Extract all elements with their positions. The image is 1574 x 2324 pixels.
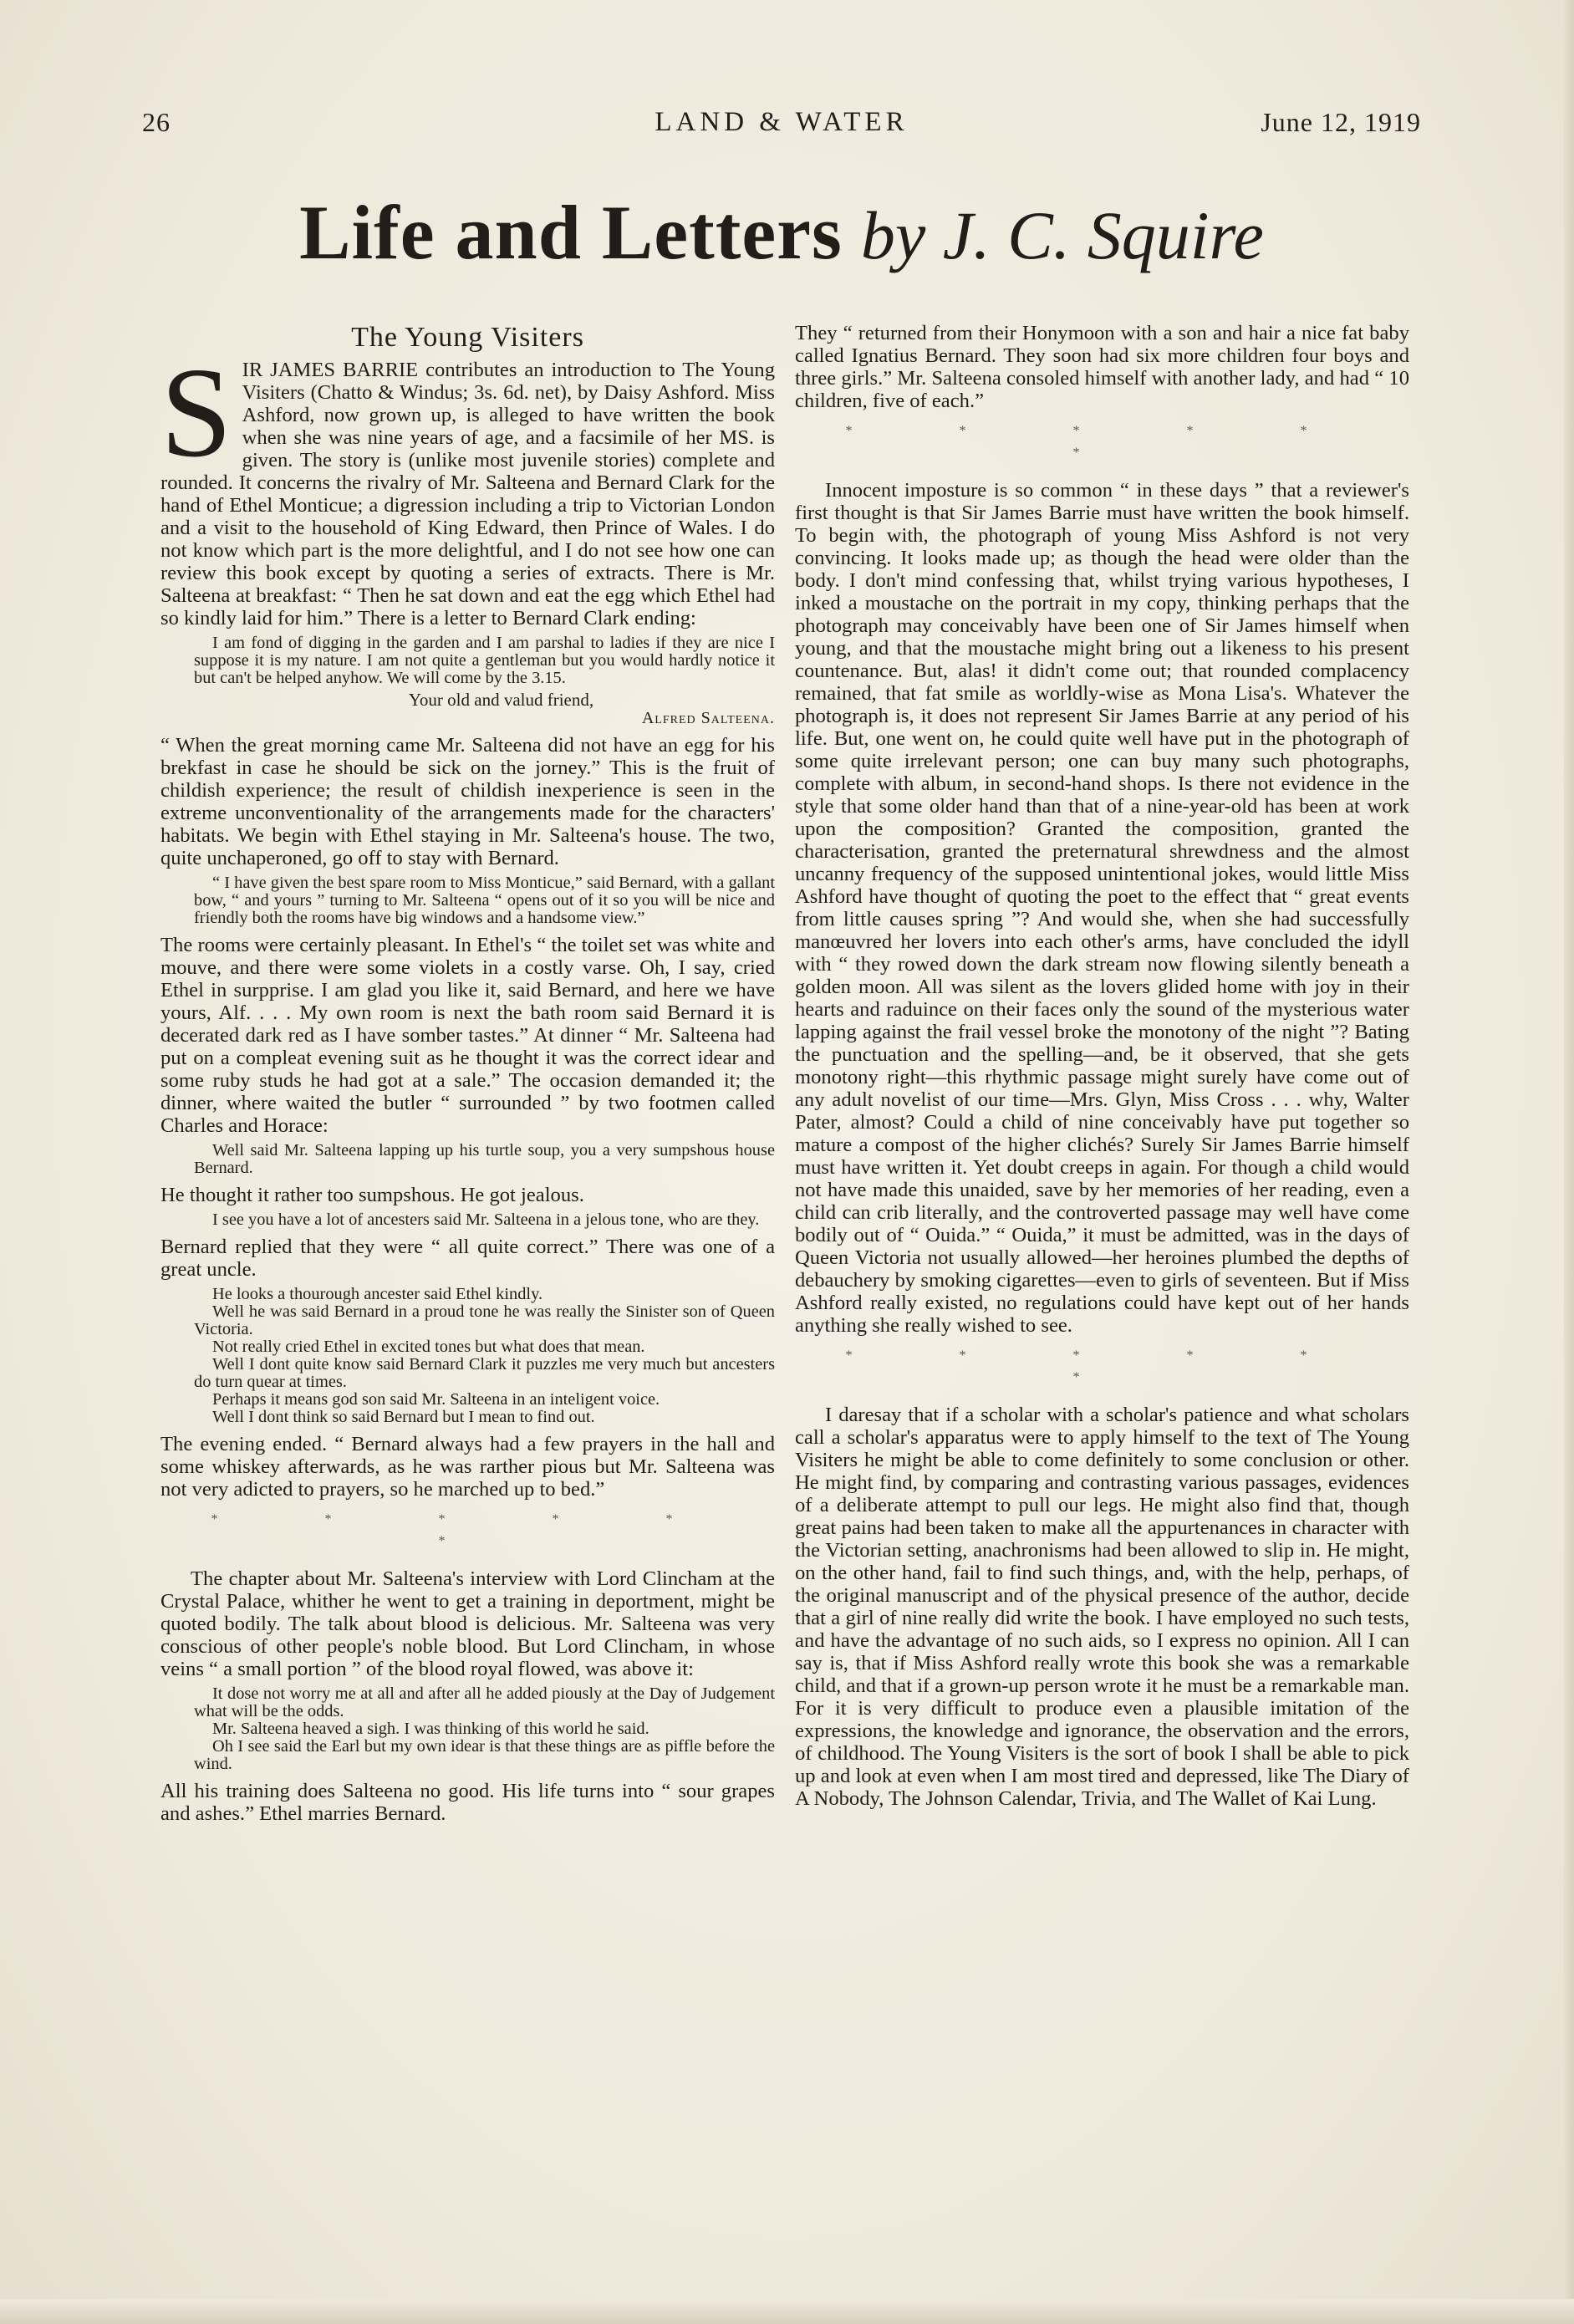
paragraph: Innocent imposture is so common “ in these days ” that a reviewer's first thought is that Sir James Barrie must have written the book himself. To begin with, the photograph of young Miss Ashford is not very convincing. It looks made up; as though the head were older than the body. I don't mind confessing that, whilst trying various hypotheses, I inked a moustache on the portrait in my copy, thinking perhaps that the photograph may conceivably have been one of Sir James himself when young, and that the moustache might bring out a likeness to his present countenance. But, alas! it didn't come out; that rounded complacency remained, that fat smile as worldly-wise as Mona Lisa's. Whatever the photograph is, it does not represent Sir James Barrie at any period of his life. But, one went on, he could quite well have put in the photograph of some quite irrelevant person; one can buy many such photographs, complete with album, in second-hand shops. Is there not evidence in the style that some older hand than that of a nine-year-old has been at work upon the composition? Granted the composition, granted the characterisation, granted the preternatural shrewdness and the almost uncanny frequency of the supposed unintentional jokes, would little Miss Ashford have thought of quoting the poet to the effect that “ great events from little causes spring ”? And would she, when she had successfully manœuvred her lovers into each other's arms, have concluded the idyll with “ they rowed down the dark stream now flowing silently beneath a golden moon. All was silent as the lovers glided home with joy in their hearts and raduince on their faces only the sound of the mysterious water lapping against the frail vessel broke the monotony of the night ”? Bating the punctuation and the spelling—and, be it observed, that she gets monotony right—this rhythmic passage might surely have come out of any adult novelist of our time—Mrs. Glyn, Miss Cross . . . why, Walter Pater, almost? Could a child of nine conceivably have put together so mature a compost of the higher clichés? Surely Sir James Barrie himself must have written it. Yet doubt creeps in again. For though a child would not have made this unaided, save by her memories of her reading, even a child can crib literally, and the controverted passage may well have come bodily out of “ Ouida.” “ Ouida,” it must be admitted, was in the days of Queen Victoria not usually allowed—her heroines plumbed the depths of debauchery by smoking cigarettes—even to girls of seventeen. But if Miss Ashford really existed, no regulations could have kept out of her hands anything she really wished to see. (795, 479, 1409, 1337)
paragraph: He thought it rather too sumpshous. He got jealous. (160, 1184, 584, 1206)
headline-title: Life and Letters (299, 190, 843, 275)
quote-line: Well I dont think so said Bernard but I mean to find out. (212, 1408, 595, 1426)
left-column (160, 322, 775, 1827)
page-number: 26 (142, 107, 171, 137)
paragraph: The rooms were certainly pleasant. In Ethel's “ the toilet set was white and mouve, and there were some violets in a costly varse. Oh, I say, cried Ethel in surpprise. I am glad you like it, said Bernard, and here we have yours, Alf. . . . My own room is next the bath room said Bernard it is decerated dark red as I have somber tastes.” At dinner “ Mr. Salteena had put on a compleat evening suit as he thought it was the correct idear and some ruby studs he had got at a sale.” The occasion demanded it; the dinner, where waited the butler “ surrounded ” by two footmen called Charles and Horace: (160, 934, 775, 1137)
headline-byline: by J. C. Squire (860, 197, 1264, 273)
quote-line: It dose not worry me at all and after all he added piously at the Day of Judgement what will be the odds. (194, 1684, 775, 1720)
issue-date: June 12, 1919 (1261, 107, 1421, 137)
paragraph: Bernard replied that they were “ all quite correct.” There was one of a great uncle. (160, 1236, 775, 1281)
paragraph: They “ returned from their Honymoon with a son and hair a nice fat baby called Ignatius Bernard. They soon had six more children four boys and three girls.” Mr. Salteena consoled himself with another lady, and had “ 10 children, five of each.” (795, 322, 1409, 412)
quote-line: Perhaps it means god son said Mr. Salteena in an inteligent voice. (212, 1390, 660, 1409)
paragraph: I daresay that if a scholar with a scholar's patience and what scholars call a scholar's apparatus were to apply himself to the text of The Young Visiters he might be able to come definitely to some conclusion or other. He might find, by comparing and contrasting various passages, evidences of a deliberate attempt to pull our legs. He might also find that, though great pains had been taken to make all the appurtenances in character with the Victorian setting, anachronisms had been allowed to slip in. He might, on the other hand, fail to find such things, and, with the help, perhaps, of the original manuscript and of the physical presence of the author, decide that a girl of nine really did write the book. I have employed no such tests, and have the advantage of no such aids, so I express no opinion. All I can say is, that if Miss Ashford really wrote this book she was a remarkable child, and that if a grown-up person wrote it he must be a remarkable man. For it is very difficult to produce even a plausible imitation of the expressions, the knowledge and ignorance, the observation and the errors, of childhood. The Young Visiters is the sort of book I shall be able to pick up and look at even when I am most tired and depressed, like The Diary of A Nobody, The Johnson Calendar, Trivia, and The Wallet of Kai Lung. (795, 1404, 1409, 1810)
paragraph: The chapter about Mr. Salteena's interview with Lord Clincham at the Crystal Palace, whither he went to get a training in deportment, might be quoted bodily. The talk about blood is delicious. Mr. Salteena was very conscious of other people's noble blood. But Lord Clincham, in whose veins “ a small portion ” of the blood royal flowed, was above it: (160, 1567, 775, 1680)
page-edge-shadow (1564, 0, 1574, 2324)
block-quote (160, 874, 775, 927)
paragraph-text: IR JAMES BARRIE contributes an introduction to The Young Visiters (Chatto & Windus; 3s. 6d. net), by Daisy Ashford. Miss Ashford, now grown up, is alleged to have written the book when she was nine years of age, and a facsimile of her MS. is given. The story is (unlike most juvenile stories) complete and rounded. It concerns the rivalry of Mr. Salteena and Bernard Clark for the hand of Ethel Monticue; a digression including a trip to Victorian London and a visit to the household of King Edward, then Prince of Wales. I do not know which part is the more delightful, and I do not see how one can review this book except by quoting a series of extracts. There is Mr. Salteena at breakfast: “ Then he sat down and eat the egg which Ethel had so kindly laid for him.” There is a letter to Bernard Clark ending: (160, 359, 775, 629)
block-quote (160, 1685, 775, 1773)
section-title: The Young Visiters (351, 322, 584, 353)
quote-text: I am fond of digging in the garden and I am parshal to ladies if they are nice I suppose it is my nature. I am not quite a gentleman but you would hardly notice it but can't be helped anyhow. We will come by the 3.15. (194, 634, 775, 687)
quote-line: Not really cried Ethel in excited tones but what does that mean. (212, 1338, 645, 1356)
quote-line: Well he was said Bernard in a proud tone he was really the Sinister son of Queen Victoria. (194, 1302, 775, 1338)
running-head (142, 107, 1421, 140)
paragraph (160, 342, 775, 629)
section-break: * * * * * * (845, 424, 1359, 460)
quote-line: He looks a thourough ancester said Ethel kindly. (212, 1285, 543, 1303)
letter-signature: Alfred Salteena. (641, 709, 775, 727)
quote-text: “ I have given the best spare room to Miss Monticue,” said Bernard, with a gallant bow, “ and yours ” turning to Mr. Salteena “ opens out of it so you will be nice and friendly both the rooms have big windows and a handsome view.” (194, 874, 775, 927)
quote-line: Well I dont quite know said Bernard Clark it puzzles me very much but ancesters do turn quear at times. (194, 1355, 775, 1391)
magazine-title: LAND & WATER (655, 107, 909, 137)
page-bottom-shadow (0, 2299, 1574, 2324)
block-quote (160, 1286, 775, 1426)
drop-cap: S (160, 342, 232, 484)
quote-line: Oh I see said the Earl but my own idear is that these things are as piffle before the wind. (194, 1737, 775, 1773)
block-quote (160, 1142, 775, 1177)
letter-closing: Your old and valud friend, (408, 690, 594, 710)
paragraph: All his training does Salteena no good. His life turns into “ sour grapes and ashes.” Ethel marries Bernard. (160, 1780, 775, 1825)
block-quote (160, 1211, 775, 1229)
paragraph: The evening ended. “ Bernard always had a few prayers in the hall and some whiskey afterwards, as he was rarther pious but Mr. Salteena was not very adicted to prayers, so he marched up to bed.” (160, 1433, 775, 1501)
article-headline (142, 188, 1421, 277)
section-break: * * * * * * (211, 1512, 725, 1548)
quote-text: Well said Mr. Salteena lapping up his turtle soup, you a very sumpshous house Bernard. (194, 1141, 775, 1177)
paragraph: “ When the great morning came Mr. Salteena did not have an egg for his brekfast in case he should be sick on the jorney.” This is the fruit of childish experience; the result of childish inexperience is seen in the extreme unconventionality of the arrangements made for the characters' habitats. We begin with Ethel staying in Mr. Salteena's house. The two, quite unchaperoned, go off to stay with Bernard. (160, 734, 775, 869)
quote-line: Mr. Salteena heaved a sigh. I was thinking of this world he said. (212, 1720, 649, 1738)
section-break: * * * * * * (845, 1348, 1359, 1384)
right-column (795, 322, 1409, 1812)
block-quote (160, 635, 775, 727)
quote-text: I see you have a lot of ancesters said Mr. Salteena in a jelous tone, who are they. (212, 1210, 760, 1229)
